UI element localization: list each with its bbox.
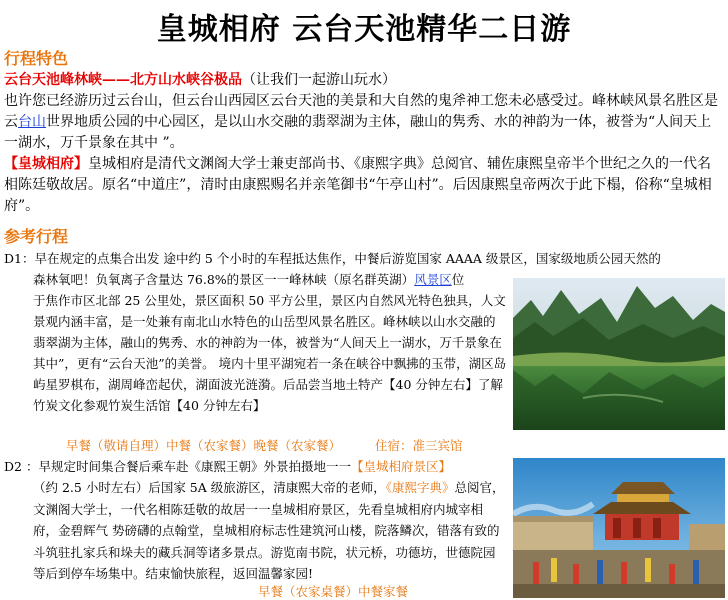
yuntai-paragraph xyxy=(4,70,722,154)
palace-image xyxy=(513,458,725,598)
huangcheng-body: 皇城相府是清代文渊阁大学士兼吏部尚书、《康熙字典》总阅官、辅佐康熙皇帝半个世纪之久的一代名相陈廷敬故居。原名“中道庄”，清时由康熙赐名并亲笔御书“午亭山村”。后因康熙皇帝两次于此下榻，俗称“皇城相府”。 xyxy=(4,156,712,214)
day2-body-a: （约 2.5 小时左右）后国家 5A 级旅游区，清康熙大帝的老师， xyxy=(33,480,386,495)
day1-label: D1： xyxy=(4,251,35,266)
page-title: 皇城相府 云台天池精华二日游 xyxy=(156,12,572,47)
day1-body: 于焦作市区北部 25 公里处，景区面积 50 平方公里，景区内自然风光特色独具，人文景观内涵丰富，是一处兼有南北山水特色的山岳型风景名胜区。峰林峡以山水交融的翡翠湖为主体，融山的隽秀、水的神韵为一体，被誉为“人间天上一湖水，万千景象在其中”，更有“云台天池”的美誉。 境内十里平湖宛若一条在峡谷中飘拂的玉带，湖区岛屿星罗棋布，湖周峰峦起伏，湖面波光涟漪。后品尝当地土特产【40 分钟左右】了解竹炭文化参观竹炭生活馆【40 分钟左右】 xyxy=(33,293,507,413)
day2-line1-text: 早规定时间集合餐后乘车赴《康熙王朝》外景拍摄地一一 xyxy=(38,459,351,474)
palace-photo xyxy=(513,458,725,598)
day2-label: D2 ： xyxy=(4,459,39,474)
yuntai-title: 云台天池峰林峡——北方山水峡谷极品 xyxy=(4,72,242,88)
yuntai-body xyxy=(4,91,722,154)
scenic-area-link[interactable]: 风景区 xyxy=(414,272,452,287)
yuntai-link[interactable]: 台山 xyxy=(18,114,46,130)
yuntai-headline xyxy=(4,70,722,91)
features-heading: 行程特色 xyxy=(4,49,69,68)
lake-peaks-photo xyxy=(513,278,725,430)
yuntai-body-2: 世界地质公园的中心园区，是以山水交融的翡翠湖为主体，融山的隽秀、水的神韵为一体，被誉为“人间天上一湖水，万千景象在其中 ”。 xyxy=(4,114,712,151)
huangcheng-paragraph xyxy=(4,154,722,217)
day2-body xyxy=(33,477,507,585)
day2-meals: 早餐（农家桌餐）中餐家餐 xyxy=(258,584,409,599)
itinerary-heading: 参考行程 xyxy=(4,227,69,246)
day2-dict-tag: 《康熙字典》 xyxy=(385,480,455,495)
lake-peaks-image xyxy=(513,278,725,430)
yuntai-subtitle: （让我们一起游山玩水） xyxy=(242,72,396,88)
day1-line1-text: 早在规定的点集合出发 途中约 5 个小时的车程抵达焦作，中餐后游览国家 AAAA 级景区，国家级地质公园天然的 xyxy=(34,251,661,266)
huangcheng-tag: 【皇城相府】 xyxy=(4,156,88,172)
yuntai-body-1: 也许您已经游历过云台山，但云台山西园区云台天池的美景和大自然的鬼斧神工您未必感受过。峰林峡风景名胜区是云 xyxy=(4,93,718,130)
day1-line2-end: 位 xyxy=(451,272,465,287)
day1-stay: 住宿：准三宾馆 xyxy=(375,438,463,453)
day1-meals: 早餐（敬请自理）中餐（农家餐）晚餐（农家餐） xyxy=(66,438,342,453)
day1-meals-line xyxy=(66,436,463,454)
day2-huangcheng-tag: 【皇城相府景区】 xyxy=(350,459,451,474)
day1-line2-text: 森林氧吧！负氧离子含量达 76.8%的景区一一峰林峡（原名群英湖） xyxy=(33,272,415,287)
day2-body-b: 总阅官，文渊阁大学士，一代名相陈廷敬的故居一一皇城相府景区，先看皇城相府内城宰相府，金碧辉气 势磅礴的点翰堂，皇城相府标志性建筑河山楼，院落鳞次，错落有致的斗筑驻扎家兵和垛夫的藏兵洞等诸多景点。游览南书院，状元桥，功德坊，世德院园等后到停车场集中。结束愉快旅程，返回温馨家园! xyxy=(33,480,505,581)
day1-line1 xyxy=(4,248,722,269)
